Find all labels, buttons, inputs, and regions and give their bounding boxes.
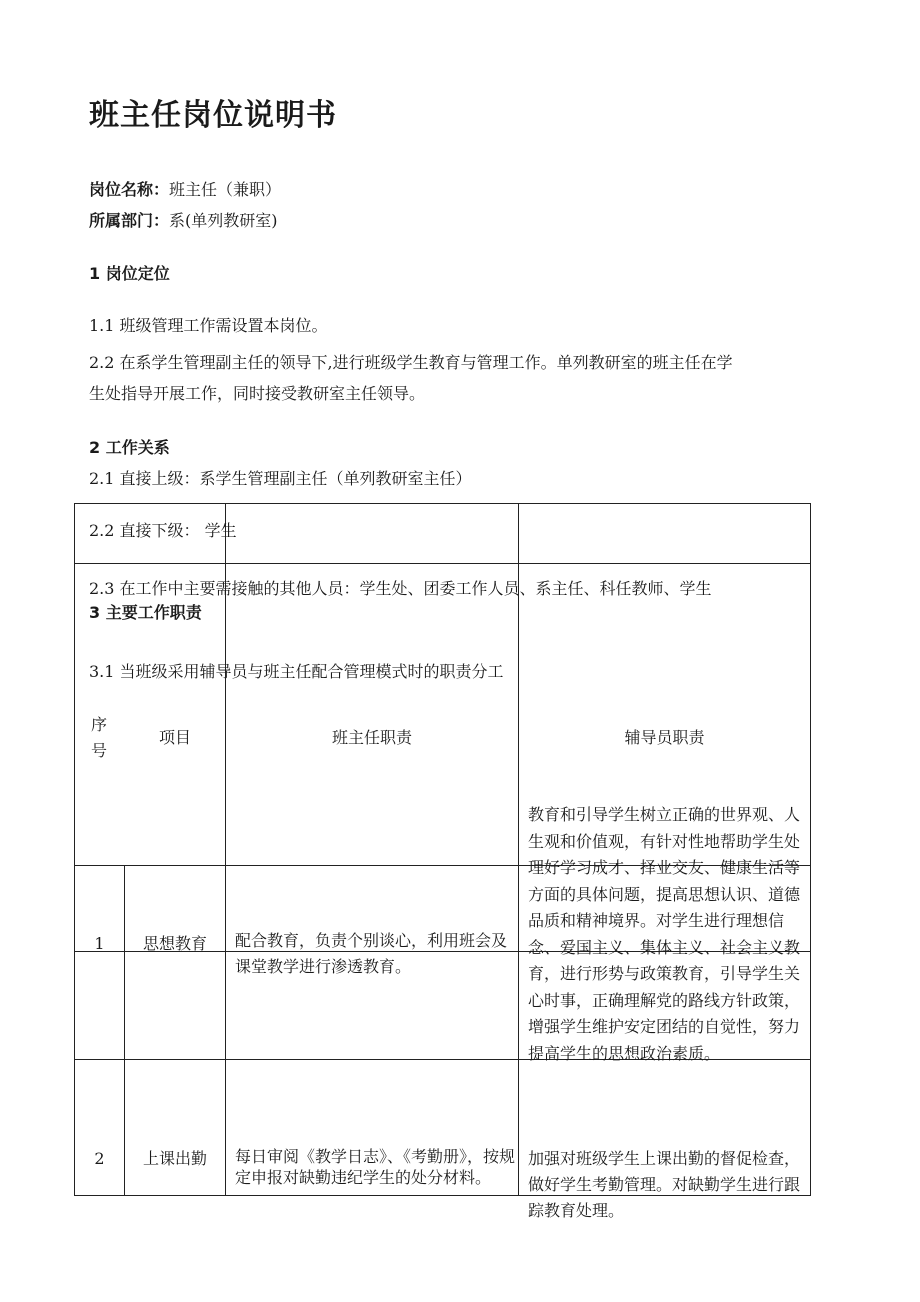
- grid-line: [810, 503, 811, 1195]
- header-no: 序号: [90, 715, 107, 760]
- row-1-counselor: 教育和引导学生树立正确的世界观、人生观和价值观，有针对性地帮助学生处理好学习成才、择业交友、健康生活等方面的具体问题，提高思想认识、道德品质和精神境界。对学生进行理想信念、爱国主义、集体主义、社会主义教育，进行形势与政策教育，引导学生关心时事，正确理解党的路线方针政策，增强学生维护安定团结的自觉性，努力提高学生的思想政治素质。: [528, 805, 801, 1063]
- row-2-item: 上课出勤: [142, 1149, 207, 1168]
- row-1-head-teacher: 配合教育，负责个别谈心，利用班会及课堂教学进行渗透教育。: [235, 931, 508, 976]
- grid-line: [518, 503, 519, 1195]
- section-2-para-1: 2.1 直接上级：系学生管理副主任（单列教研室主任）: [89, 469, 472, 488]
- position-name-label: 岗位名称：: [89, 180, 170, 199]
- department-value: 系(单列教研室): [169, 211, 278, 230]
- section-3-para-1: 3.1 当班级采用辅导员与班主任配合管理模式时的职责分工: [89, 662, 504, 681]
- row-2-counselor: 加强对班级学生上课出勤的督促检查，做好学生考勤管理。对缺勤学生进行跟踪教育处理。: [528, 1149, 801, 1220]
- row-1-item: 思想教育: [142, 934, 207, 953]
- page-title: 班主任岗位说明书: [89, 98, 337, 133]
- grid-line: [74, 563, 811, 564]
- section-2-para-3: 2.3 在工作中主要需接触的其他人员：学生处、团委工作人员、系主任、科任教师、学生: [89, 579, 712, 598]
- row-2-head-teacher: 每日审阅《教学日志》、《考勤册》，按规定申报对缺勤违纪学生的处分材料。: [235, 1147, 516, 1187]
- section-2-para-2: 2.2 直接下级： 学生: [89, 521, 237, 540]
- section-1-para-1: 1.1 班级管理工作需设置本岗位。: [89, 316, 328, 335]
- header-item: 项目: [158, 728, 191, 747]
- grid-line: [74, 503, 811, 504]
- department-line: [89, 208, 278, 231]
- header-counselor: 辅导员职责: [624, 728, 705, 747]
- grid-line: [74, 503, 75, 1195]
- department-label: 所属部门：: [89, 211, 170, 230]
- header-head-teacher: 班主任职责: [331, 728, 412, 747]
- grid-line: [225, 503, 226, 1195]
- position-name-line: [89, 177, 281, 200]
- section-2-heading: 2 工作关系: [89, 438, 170, 457]
- row-1-no: 1: [94, 934, 105, 953]
- position-name-value: 班主任（兼职）: [169, 180, 282, 199]
- section-1-para-2-line-2: 生处指导开展工作，同时接受教研室主任领导。: [89, 384, 426, 403]
- row-2-no: 2: [94, 1149, 105, 1168]
- section-1-para-2-line-1: 2.2 在系学生管理副主任的领导下,进行班级学生教育与管理工作。单列教研室的班主任在学: [89, 353, 733, 372]
- section-1-heading: 1 岗位定位: [89, 264, 170, 283]
- section-3-heading: 3 主要工作职责: [89, 603, 202, 622]
